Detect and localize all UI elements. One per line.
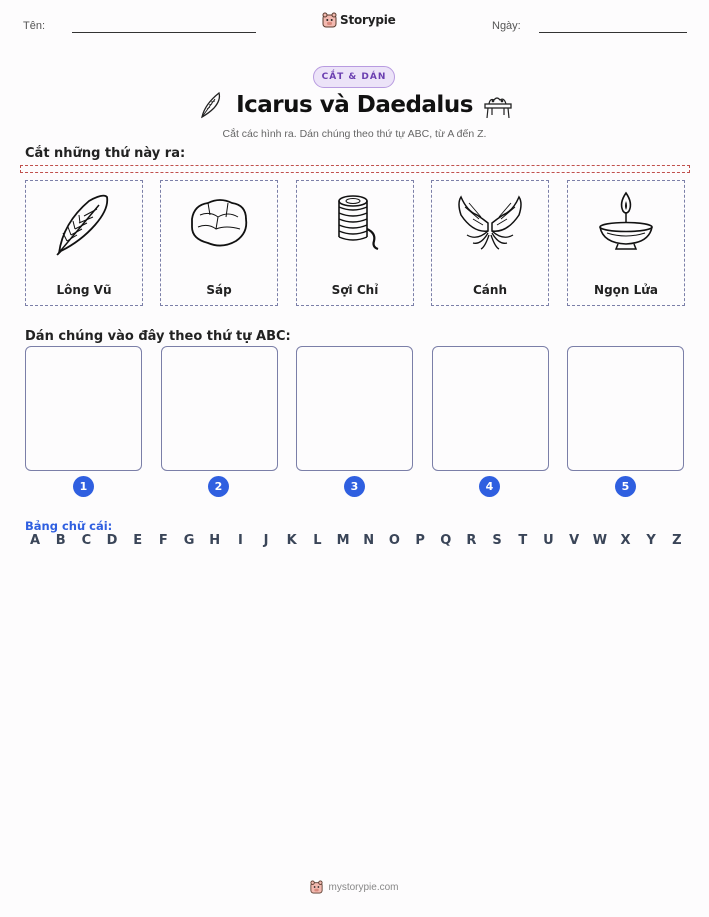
alphabet-letter: J — [263, 533, 269, 548]
alphabet-letter: I — [237, 533, 243, 548]
paste-box-1[interactable] — [25, 346, 142, 471]
cut-card-wax[interactable] — [160, 180, 278, 306]
paste-box-4[interactable] — [432, 346, 549, 471]
card-label: Ngọn Lửa — [594, 283, 658, 297]
number-badge-3: 3 — [344, 476, 365, 497]
alphabet-letter: G — [183, 533, 195, 548]
alphabet-letter: Z — [672, 533, 682, 548]
alphabet-letter: U — [543, 533, 554, 548]
alphabet-letter: E — [133, 533, 143, 548]
alphabet-letter: O — [388, 533, 400, 548]
feather-icon — [49, 189, 119, 259]
storypie-mascot-icon — [322, 12, 337, 28]
cut-card-rope[interactable] — [296, 180, 414, 306]
cut-card-flame[interactable] — [567, 180, 685, 306]
card-label: Sáp — [206, 283, 232, 297]
alphabet-letter: F — [158, 533, 168, 548]
instructions: Cắt các hình ra. Dán chúng theo thứ tự ABC, từ A đến Z. — [222, 128, 487, 140]
alphabet-letter: M — [336, 533, 350, 548]
paste-box-3[interactable] — [296, 346, 413, 471]
alphabet-letter: N — [363, 533, 375, 548]
card-label: Lông Vũ — [56, 283, 112, 297]
page-title: Icarus và Daedalus — [236, 92, 473, 118]
storypie-mascot-icon — [310, 880, 323, 894]
date-label: Ngày: — [492, 20, 521, 32]
alphabet-letter: Y — [646, 533, 656, 548]
alphabet-letter: A — [29, 533, 41, 548]
logo-text: Storypie — [340, 13, 396, 27]
name-label: Tên: — [23, 20, 46, 32]
activity-badge: CẮT & DÁN — [313, 66, 395, 88]
cut-card-wings[interactable] — [431, 180, 549, 306]
date-line — [539, 32, 687, 33]
alphabet-letter: V — [569, 533, 580, 548]
alphabet-letter: W — [592, 533, 608, 548]
alphabet-letter: Q — [440, 533, 452, 548]
workbench-title-icon — [482, 93, 514, 119]
wax-icon — [184, 189, 254, 259]
number-badge-1: 1 — [73, 476, 94, 497]
number-badge-4: 4 — [479, 476, 500, 497]
alphabet-letter: X — [620, 533, 631, 548]
cut-card-feather[interactable] — [25, 180, 143, 306]
cut-line — [20, 165, 690, 173]
card-label: Cánh — [473, 283, 507, 297]
paste-box-2[interactable] — [161, 346, 278, 471]
footer — [0, 880, 709, 894]
name-line — [72, 32, 256, 33]
alphabet-letter: B — [55, 533, 66, 548]
footer-url[interactable]: mystorypie.com — [328, 881, 399, 893]
card-label: Sợi Chỉ — [331, 283, 379, 297]
cut-heading: Cắt những thứ này ra: — [25, 146, 186, 161]
paste-box-5[interactable] — [567, 346, 684, 471]
number-badge-2: 2 — [208, 476, 229, 497]
alphabet-letter: D — [106, 533, 118, 548]
alphabet-letter: S — [492, 533, 502, 548]
wings-icon — [453, 189, 527, 259]
alphabet-letter: K — [286, 533, 297, 548]
alphabet-letter: P — [415, 533, 425, 548]
rope-icon — [320, 189, 390, 259]
alphabet-letter: C — [81, 533, 92, 548]
alphabet-letter: H — [209, 533, 221, 548]
alphabet-letter: T — [518, 533, 528, 548]
alphabet-letter: R — [466, 533, 477, 548]
number-badge-5: 5 — [615, 476, 636, 497]
alphabet-letter: L — [313, 533, 322, 548]
alphabet-row — [28, 533, 684, 548]
paste-heading: Dán chúng vào đây theo thứ tự ABC: — [25, 329, 291, 344]
storypie-logo — [322, 12, 396, 28]
alphabet-label: Bảng chữ cái: — [25, 519, 113, 533]
oil-lamp-icon — [591, 189, 661, 259]
